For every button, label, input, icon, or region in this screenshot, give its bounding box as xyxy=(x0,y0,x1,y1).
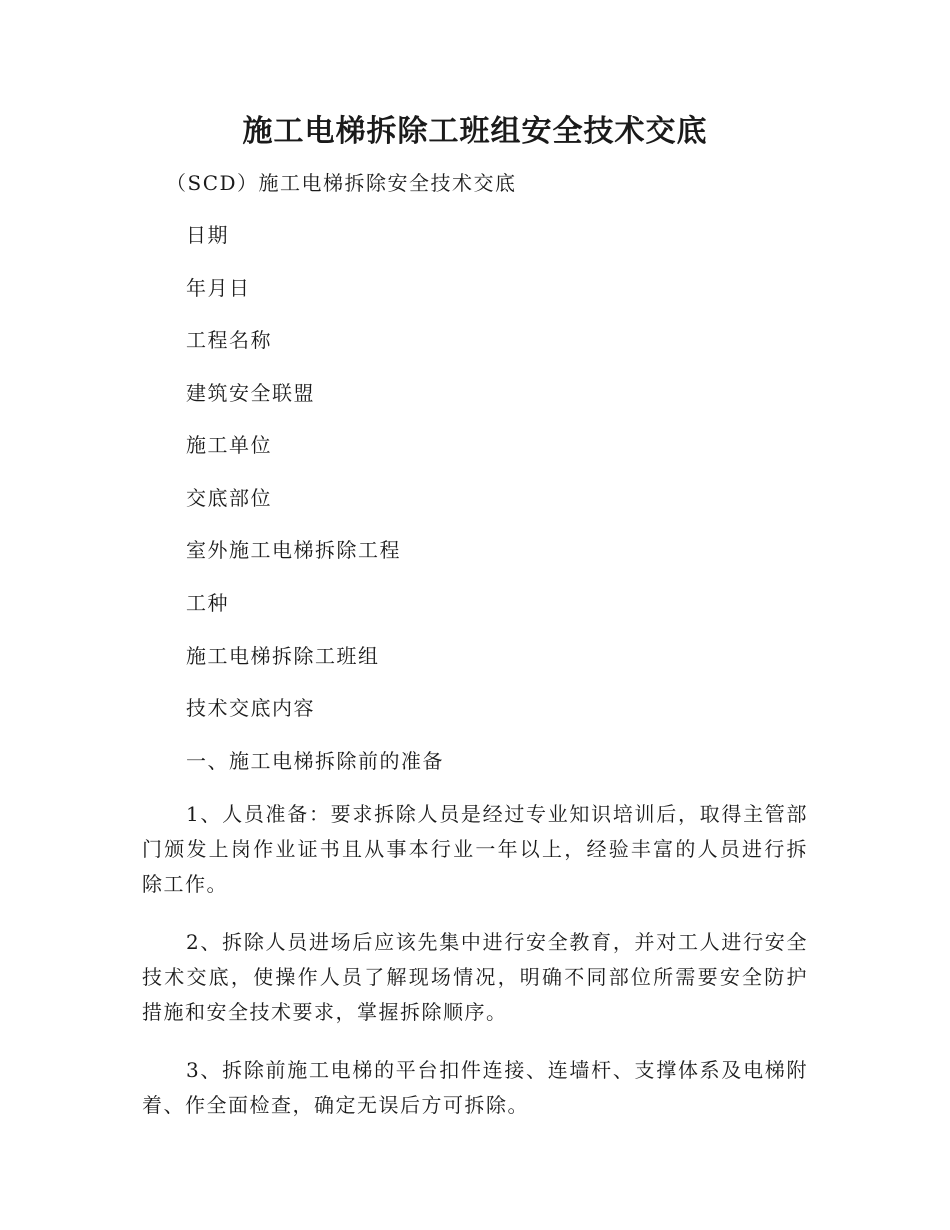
field-trade-label: 工种 xyxy=(186,591,229,615)
field-date-label: 日期 xyxy=(186,223,229,247)
field-project-name-label: 工程名称 xyxy=(186,328,272,352)
field-content-label: 技术交底内容 xyxy=(186,696,315,720)
field-handover-location-label: 交底部位 xyxy=(186,486,272,510)
field-date-value: 年月日 xyxy=(186,276,251,300)
paragraph-3: 3、拆除前施工电梯的平台扣件连接、连墙杆、支撑体系及电梯附着、作全面检查，确定无误后方可拆除。 xyxy=(142,1058,808,1117)
field-trade-value: 施工电梯拆除工班组 xyxy=(186,644,380,668)
paragraph-1: 1、人员准备：要求拆除人员是经过专业知识培训后，取得主管部门颁发上岗作业证书且从事本行业一年以上，经验丰富的人员进行拆除工作。 xyxy=(142,802,808,896)
document-subtitle: （SCD）施工电梯拆除安全技术交底 xyxy=(166,171,517,195)
field-construction-unit-label: 施工单位 xyxy=(186,433,272,457)
field-handover-location-value: 室外施工电梯拆除工程 xyxy=(186,538,401,562)
document-title: 施工电梯拆除工班组安全技术交底 xyxy=(242,114,708,149)
section-heading-1: 一、施工电梯拆除前的准备 xyxy=(186,749,444,773)
field-project-name-value: 建筑安全联盟 xyxy=(186,381,315,405)
paragraph-2: 2、拆除人员进场后应该先集中进行安全教育，并对工人进行安全技术交底，使操作人员了解现场情况，明确不同部位所需要安全防护措施和安全技术要求，掌握拆除顺序。 xyxy=(142,930,808,1024)
